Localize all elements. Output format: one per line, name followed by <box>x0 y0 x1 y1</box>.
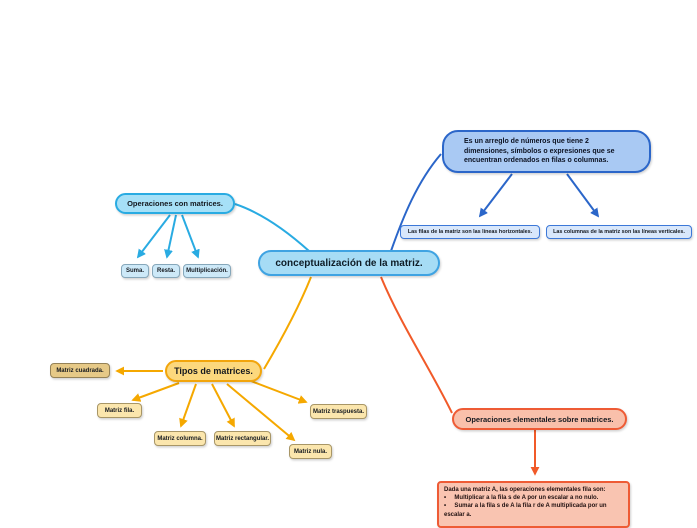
filas-label: Las filas de la matriz son las líneas horizontales. <box>407 229 533 235</box>
node-suma[interactable] <box>121 264 149 278</box>
edge-types-columna-arrow <box>181 384 196 426</box>
edge-center-types <box>264 277 311 369</box>
node-matriz-fila[interactable] <box>97 403 142 418</box>
matriz-nula-label: Matriz nula. <box>293 448 327 455</box>
detalle-line: Dada una matriz A, las operaciones elementales fila son: <box>444 487 606 493</box>
edge-definition-columns-arrow <box>567 174 598 216</box>
detalle-line: • Multiplicar a la fila s de A por un escalar a no nulo. <box>444 495 599 502</box>
edge-center-elementary <box>381 277 452 413</box>
edge-operations-center <box>235 204 309 251</box>
matriz-cuadrada-label: Matriz cuadrada. <box>56 367 104 374</box>
edge-operations-resta-arrow <box>167 215 176 257</box>
edge-operations-suma-arrow <box>138 215 170 257</box>
multiplicacion-label: Multiplicación. <box>186 268 228 274</box>
operaciones-label: Operaciones con matrices. <box>127 199 223 208</box>
columnas-label: Las columnas de la matriz son las líneas verticales. <box>553 229 685 235</box>
tipos-label: Tipos de matrices. <box>174 366 253 376</box>
node-central-topic[interactable] <box>258 250 440 276</box>
node-columnas[interactable] <box>546 225 692 239</box>
edge-types-fila-arrow <box>133 383 179 400</box>
matriz-columna-label: Matriz columna. <box>157 435 203 442</box>
node-filas[interactable] <box>400 225 540 239</box>
definition-label: Es un arreglo de números que tiene 2 dimensiones, símbolos o expresiones que se encuentran ordenados en filas o columnas. <box>464 138 615 165</box>
matriz-traspuesta-label: Matriz traspuesta. <box>312 408 364 415</box>
node-matriz-columna[interactable] <box>154 431 206 446</box>
edge-operations-multiplicacion-arrow <box>182 215 198 257</box>
node-matriz-cuadrada[interactable] <box>50 363 110 378</box>
node-definition[interactable] <box>442 130 651 173</box>
node-matriz-rectangular[interactable] <box>214 431 271 446</box>
node-tipos-de-matrices[interactable] <box>165 360 262 382</box>
node-multiplicacion[interactable] <box>183 264 231 278</box>
edge-definition-rows-arrow <box>480 174 512 216</box>
operaciones-elementales-label: Operaciones elementales sobre matrices. <box>465 414 614 424</box>
detalle-line: escalar a. <box>444 511 472 518</box>
detalle-line: • Sumar a la fila s de A la fila r de A multiplicada por un <box>444 503 607 510</box>
central-topic-label: conceptualización de la matriz. <box>275 257 423 269</box>
edge-types-rectangular-arrow <box>212 384 234 426</box>
node-resta[interactable] <box>152 264 180 278</box>
node-operaciones-elementales-detalle[interactable] <box>437 481 630 528</box>
node-matriz-nula[interactable] <box>289 444 332 459</box>
matriz-fila-label: Matriz fila. <box>104 407 135 414</box>
edge-types-traspuesta-arrow <box>251 381 306 402</box>
suma-label: Suma. <box>125 268 144 274</box>
node-matriz-traspuesta[interactable] <box>310 404 367 419</box>
resta-label: Resta. <box>156 268 175 274</box>
node-operaciones-con-matrices[interactable] <box>115 193 235 214</box>
node-operaciones-elementales[interactable] <box>452 408 627 430</box>
matriz-rectangular-label: Matriz rectangular. <box>215 435 269 442</box>
